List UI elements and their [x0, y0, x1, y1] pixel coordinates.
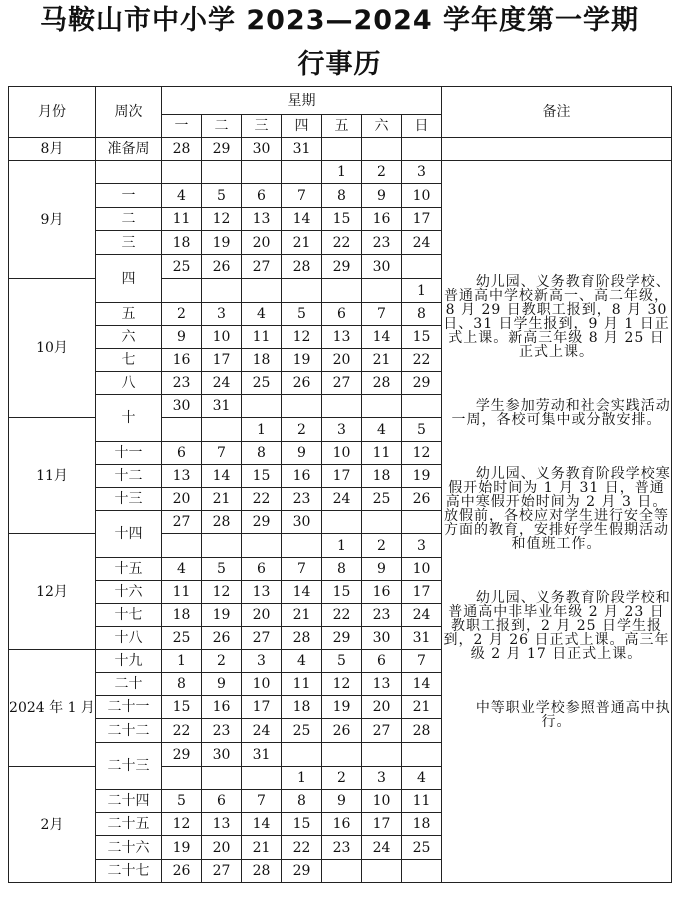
week-cell: 六	[96, 326, 162, 349]
day-cell: 19	[402, 465, 442, 488]
day-cell: 22	[322, 604, 362, 627]
day-cell: 19	[282, 349, 322, 372]
day-cell: 4	[242, 303, 282, 326]
week-cell: 四	[96, 255, 162, 303]
day-cell: 26	[162, 860, 202, 883]
weekday-header: 一	[162, 115, 202, 138]
day-cell: 24	[322, 488, 362, 511]
day-cell: 15	[282, 813, 322, 836]
day-cell	[362, 138, 402, 161]
week-cell: 十五	[96, 558, 162, 581]
day-cell: 28	[402, 719, 442, 743]
day-cell	[322, 138, 362, 161]
day-cell: 27	[322, 372, 362, 395]
day-cell: 2	[362, 161, 402, 184]
day-cell: 12	[322, 673, 362, 696]
week-cell: 二十七	[96, 860, 162, 883]
note-paragraph: 幼儿园、义务教育阶段学校、普通高中学校新高一、高二年级，8 月 29 日教职工报到，8 月 30 日、31 日学生报到，9 月 1 日正式上课。新高三年级 8 月 25 日正式上课。	[443, 273, 671, 360]
day-cell: 25	[282, 719, 322, 743]
day-cell: 16	[362, 208, 402, 231]
week-cell: 八	[96, 372, 162, 395]
day-cell: 23	[202, 719, 242, 743]
week-cell: 七	[96, 349, 162, 372]
day-cell: 14	[362, 326, 402, 349]
day-cell: 17	[402, 208, 442, 231]
month-cell: 11月	[9, 418, 96, 534]
day-cell: 1	[242, 418, 282, 442]
day-cell: 9	[282, 442, 322, 465]
day-cell: 23	[362, 604, 402, 627]
day-cell	[202, 767, 242, 790]
day-cell: 7	[242, 790, 282, 813]
day-cell	[322, 860, 362, 883]
day-cell: 28	[242, 860, 282, 883]
month-cell: 2月	[9, 767, 96, 883]
day-cell: 21	[282, 231, 322, 255]
day-cell: 21	[282, 604, 322, 627]
day-cell: 31	[402, 627, 442, 650]
day-cell: 28	[362, 372, 402, 395]
week-cell: 十	[96, 395, 162, 442]
notes-top-cell	[442, 138, 672, 161]
day-cell: 5	[202, 558, 242, 581]
day-cell: 13	[242, 208, 282, 231]
day-cell: 3	[202, 303, 242, 326]
day-cell	[402, 395, 442, 418]
day-cell: 14	[402, 673, 442, 696]
day-cell: 19	[202, 604, 242, 627]
day-cell: 22	[242, 488, 282, 511]
week-cell: 十九	[96, 650, 162, 673]
weekday-header: 四	[282, 115, 322, 138]
day-cell: 5	[202, 184, 242, 208]
day-cell: 24	[402, 604, 442, 627]
day-cell: 9	[362, 558, 402, 581]
day-cell: 1	[282, 767, 322, 790]
day-cell: 25	[362, 488, 402, 511]
day-cell	[402, 860, 442, 883]
page-subtitle: 行事历	[297, 49, 382, 80]
day-cell: 18	[242, 349, 282, 372]
day-cell: 18	[362, 465, 402, 488]
note-paragraph: 幼儿园、义务教育阶段学校寒假开始时间为 1 月 31 日，普通高中寒假开始时间为 2 月 3 日。放假前，各校应对学生进行安全等方面的教育，安排好学生假期活动和值班工作。	[444, 465, 671, 552]
week-cell: 二十五	[96, 813, 162, 836]
week-cell: 十六	[96, 581, 162, 604]
day-cell	[282, 279, 322, 303]
day-cell	[282, 161, 322, 184]
week-cell	[96, 161, 162, 184]
day-cell	[202, 161, 242, 184]
month-cell: 12月	[9, 534, 96, 650]
day-cell: 15	[322, 581, 362, 604]
day-cell: 6	[242, 558, 282, 581]
day-cell: 12	[162, 813, 202, 836]
week-cell: 二十一	[96, 696, 162, 719]
day-cell	[282, 743, 322, 767]
week-cell: 二十六	[96, 836, 162, 860]
day-cell: 12	[202, 208, 242, 231]
day-cell: 16	[362, 581, 402, 604]
day-cell: 19	[322, 696, 362, 719]
day-cell: 24	[402, 231, 442, 255]
day-cell: 3	[362, 767, 402, 790]
day-cell: 25	[162, 627, 202, 650]
day-cell: 11	[242, 326, 282, 349]
day-cell: 13	[322, 326, 362, 349]
day-cell	[202, 534, 242, 558]
day-cell: 15	[322, 208, 362, 231]
week-cell: 十四	[96, 511, 162, 558]
day-cell: 28	[282, 627, 322, 650]
day-cell: 14	[242, 813, 282, 836]
day-cell	[242, 534, 282, 558]
day-cell: 20	[362, 696, 402, 719]
day-cell: 8	[282, 790, 322, 813]
day-cell: 31	[202, 395, 242, 418]
day-cell: 6	[202, 790, 242, 813]
day-cell: 26	[202, 627, 242, 650]
week-cell: 二十四	[96, 790, 162, 813]
month-cell: 10月	[9, 279, 96, 418]
day-cell: 19	[162, 836, 202, 860]
day-cell: 20	[322, 349, 362, 372]
day-cell: 14	[282, 581, 322, 604]
day-cell	[242, 767, 282, 790]
day-cell: 7	[202, 442, 242, 465]
notes-cell	[442, 161, 672, 883]
day-cell: 29	[322, 627, 362, 650]
day-cell: 27	[202, 860, 242, 883]
day-cell: 10	[362, 790, 402, 813]
day-cell: 27	[242, 627, 282, 650]
day-cell: 13	[362, 673, 402, 696]
day-cell	[362, 395, 402, 418]
day-cell: 5	[322, 650, 362, 673]
day-cell: 16	[322, 813, 362, 836]
day-cell: 6	[362, 650, 402, 673]
day-cell: 5	[162, 790, 202, 813]
day-cell: 8	[322, 184, 362, 208]
day-cell: 18	[162, 231, 202, 255]
week-cell: 五	[96, 303, 162, 326]
day-cell	[402, 255, 442, 279]
day-cell	[362, 743, 402, 767]
day-cell: 20	[162, 488, 202, 511]
day-cell: 6	[322, 303, 362, 326]
day-cell: 1	[322, 161, 362, 184]
day-cell: 8	[242, 442, 282, 465]
header-row	[9, 87, 672, 115]
day-cell: 30	[242, 138, 282, 161]
day-cell: 13	[242, 581, 282, 604]
day-cell: 31	[242, 743, 282, 767]
day-cell: 30	[362, 255, 402, 279]
day-cell: 30	[202, 743, 242, 767]
notes-header: 备注	[442, 87, 672, 138]
day-cell: 17	[202, 349, 242, 372]
day-cell: 10	[322, 442, 362, 465]
day-cell: 3	[242, 650, 282, 673]
day-cell	[402, 138, 442, 161]
day-cell: 18	[162, 604, 202, 627]
day-cell: 2	[162, 303, 202, 326]
week-cell: 十二	[96, 465, 162, 488]
day-cell: 24	[202, 372, 242, 395]
day-cell: 3	[402, 534, 442, 558]
day-cell: 8	[322, 558, 362, 581]
day-cell	[202, 418, 242, 442]
day-cell: 16	[282, 465, 322, 488]
day-cell: 29	[322, 255, 362, 279]
day-cell: 15	[162, 696, 202, 719]
day-cell: 22	[282, 836, 322, 860]
day-cell	[162, 418, 202, 442]
week-cell: 二十三	[96, 743, 162, 790]
day-cell	[162, 534, 202, 558]
month-header: 月份	[9, 87, 96, 138]
day-cell: 12	[402, 442, 442, 465]
week-cell: 二十二	[96, 719, 162, 743]
day-cell: 2	[362, 534, 402, 558]
day-cell	[242, 279, 282, 303]
day-cell: 1	[402, 279, 442, 303]
day-cell: 21	[362, 349, 402, 372]
weekday-header: 五	[322, 115, 362, 138]
day-cell: 7	[402, 650, 442, 673]
day-cell: 27	[162, 511, 202, 534]
day-cell: 21	[202, 488, 242, 511]
weekday-group-header: 星期	[162, 87, 442, 115]
day-cell: 29	[242, 511, 282, 534]
day-cell: 24	[242, 719, 282, 743]
day-cell: 30	[282, 511, 322, 534]
day-cell: 23	[322, 836, 362, 860]
month-cell: 9月	[9, 161, 96, 279]
day-cell	[402, 743, 442, 767]
day-cell: 22	[322, 231, 362, 255]
day-cell: 12	[202, 581, 242, 604]
day-cell: 17	[242, 696, 282, 719]
day-cell: 27	[242, 255, 282, 279]
day-cell: 21	[402, 696, 442, 719]
day-cell: 31	[282, 138, 322, 161]
page-title: 马鞍山市中小学 2023—2024 学年度第一学期	[39, 5, 640, 36]
day-cell: 27	[362, 719, 402, 743]
day-cell: 26	[282, 372, 322, 395]
day-cell: 16	[202, 696, 242, 719]
day-cell: 25	[242, 372, 282, 395]
day-cell: 28	[202, 511, 242, 534]
day-cell: 1	[162, 650, 202, 673]
day-cell: 23	[282, 488, 322, 511]
school-calendar-table	[8, 86, 672, 883]
day-cell: 30	[162, 395, 202, 418]
day-cell: 9	[202, 673, 242, 696]
day-cell: 2	[282, 418, 322, 442]
week-cell: 二	[96, 208, 162, 231]
day-cell: 18	[402, 813, 442, 836]
day-cell: 7	[362, 303, 402, 326]
day-cell: 5	[282, 303, 322, 326]
note-paragraph: 中等职业学校参照普通高中执行。	[475, 699, 671, 730]
note-paragraph: 学生参加劳动和社会实践活动一周，各校可集中或分散安排。	[451, 397, 671, 428]
day-cell	[282, 534, 322, 558]
week-cell: 十三	[96, 488, 162, 511]
day-cell: 10	[242, 673, 282, 696]
day-cell: 11	[162, 208, 202, 231]
day-cell	[162, 279, 202, 303]
day-cell	[242, 161, 282, 184]
day-cell: 10	[402, 558, 442, 581]
month-cell: 2024 年 1 月	[9, 650, 96, 767]
day-cell	[322, 279, 362, 303]
day-cell: 28	[282, 255, 322, 279]
weekday-header: 六	[362, 115, 402, 138]
day-cell: 2	[202, 650, 242, 673]
day-cell: 18	[282, 696, 322, 719]
table-row	[9, 161, 672, 184]
day-cell: 3	[402, 161, 442, 184]
day-cell: 7	[282, 184, 322, 208]
day-cell: 12	[282, 326, 322, 349]
day-cell: 30	[362, 627, 402, 650]
day-cell	[282, 395, 322, 418]
week-cell: 十一	[96, 442, 162, 465]
day-cell: 9	[322, 790, 362, 813]
day-cell: 1	[322, 534, 362, 558]
day-cell	[162, 161, 202, 184]
day-cell: 11	[362, 442, 402, 465]
day-cell: 15	[242, 465, 282, 488]
day-cell	[362, 860, 402, 883]
weekday-header: 二	[202, 115, 242, 138]
week-cell: 三	[96, 231, 162, 255]
day-cell: 4	[162, 184, 202, 208]
day-cell: 4	[362, 418, 402, 442]
table-row	[9, 138, 672, 161]
day-cell: 23	[362, 231, 402, 255]
day-cell	[202, 279, 242, 303]
day-cell: 24	[362, 836, 402, 860]
day-cell: 14	[282, 208, 322, 231]
day-cell: 26	[322, 719, 362, 743]
day-cell: 29	[402, 372, 442, 395]
day-cell: 22	[162, 719, 202, 743]
week-cell: 二十	[96, 673, 162, 696]
day-cell: 29	[202, 138, 242, 161]
day-cell: 9	[162, 326, 202, 349]
day-cell: 20	[242, 231, 282, 255]
day-cell: 5	[402, 418, 442, 442]
weekday-header: 三	[242, 115, 282, 138]
day-cell: 16	[162, 349, 202, 372]
day-cell: 20	[242, 604, 282, 627]
day-cell: 11	[162, 581, 202, 604]
day-cell: 26	[202, 255, 242, 279]
day-cell	[162, 767, 202, 790]
month-cell: 8月	[9, 138, 96, 161]
day-cell: 13	[162, 465, 202, 488]
day-cell: 11	[402, 790, 442, 813]
day-cell: 4	[162, 558, 202, 581]
day-cell: 28	[162, 138, 202, 161]
day-cell: 9	[362, 184, 402, 208]
day-cell	[322, 395, 362, 418]
day-cell: 21	[242, 836, 282, 860]
week-cell: 十八	[96, 627, 162, 650]
day-cell: 10	[202, 326, 242, 349]
week-header: 周次	[96, 87, 162, 138]
day-cell: 11	[282, 673, 322, 696]
day-cell: 10	[402, 184, 442, 208]
day-cell: 26	[402, 488, 442, 511]
day-cell: 22	[402, 349, 442, 372]
day-cell: 13	[202, 813, 242, 836]
day-cell: 19	[202, 231, 242, 255]
day-cell	[362, 511, 402, 534]
day-cell: 20	[202, 836, 242, 860]
day-cell: 23	[162, 372, 202, 395]
day-cell: 17	[362, 813, 402, 836]
day-cell: 7	[282, 558, 322, 581]
day-cell: 29	[282, 860, 322, 883]
day-cell: 6	[162, 442, 202, 465]
day-cell: 3	[322, 418, 362, 442]
day-cell: 17	[322, 465, 362, 488]
day-cell: 29	[162, 743, 202, 767]
note-paragraph: 幼儿园、义务教育阶段学校和普通高中非毕业年级 2 月 23 日教职工报到，2 月 25 日学生报到，2 月 26 日正式上课。高三年级 2 月 17 日正式上课。	[443, 589, 671, 662]
week-cell: 准备周	[96, 138, 162, 161]
day-cell	[402, 511, 442, 534]
day-cell: 17	[402, 581, 442, 604]
day-cell: 4	[402, 767, 442, 790]
day-cell: 4	[282, 650, 322, 673]
day-cell: 14	[202, 465, 242, 488]
week-cell: 十七	[96, 604, 162, 627]
day-cell: 25	[402, 836, 442, 860]
week-cell: 一	[96, 184, 162, 208]
day-cell: 15	[402, 326, 442, 349]
day-cell: 6	[242, 184, 282, 208]
day-cell: 8	[162, 673, 202, 696]
day-cell: 25	[162, 255, 202, 279]
day-cell: 8	[402, 303, 442, 326]
day-cell	[362, 279, 402, 303]
day-cell	[322, 743, 362, 767]
day-cell	[322, 511, 362, 534]
weekday-header: 日	[402, 115, 442, 138]
day-cell	[242, 395, 282, 418]
day-cell: 2	[322, 767, 362, 790]
